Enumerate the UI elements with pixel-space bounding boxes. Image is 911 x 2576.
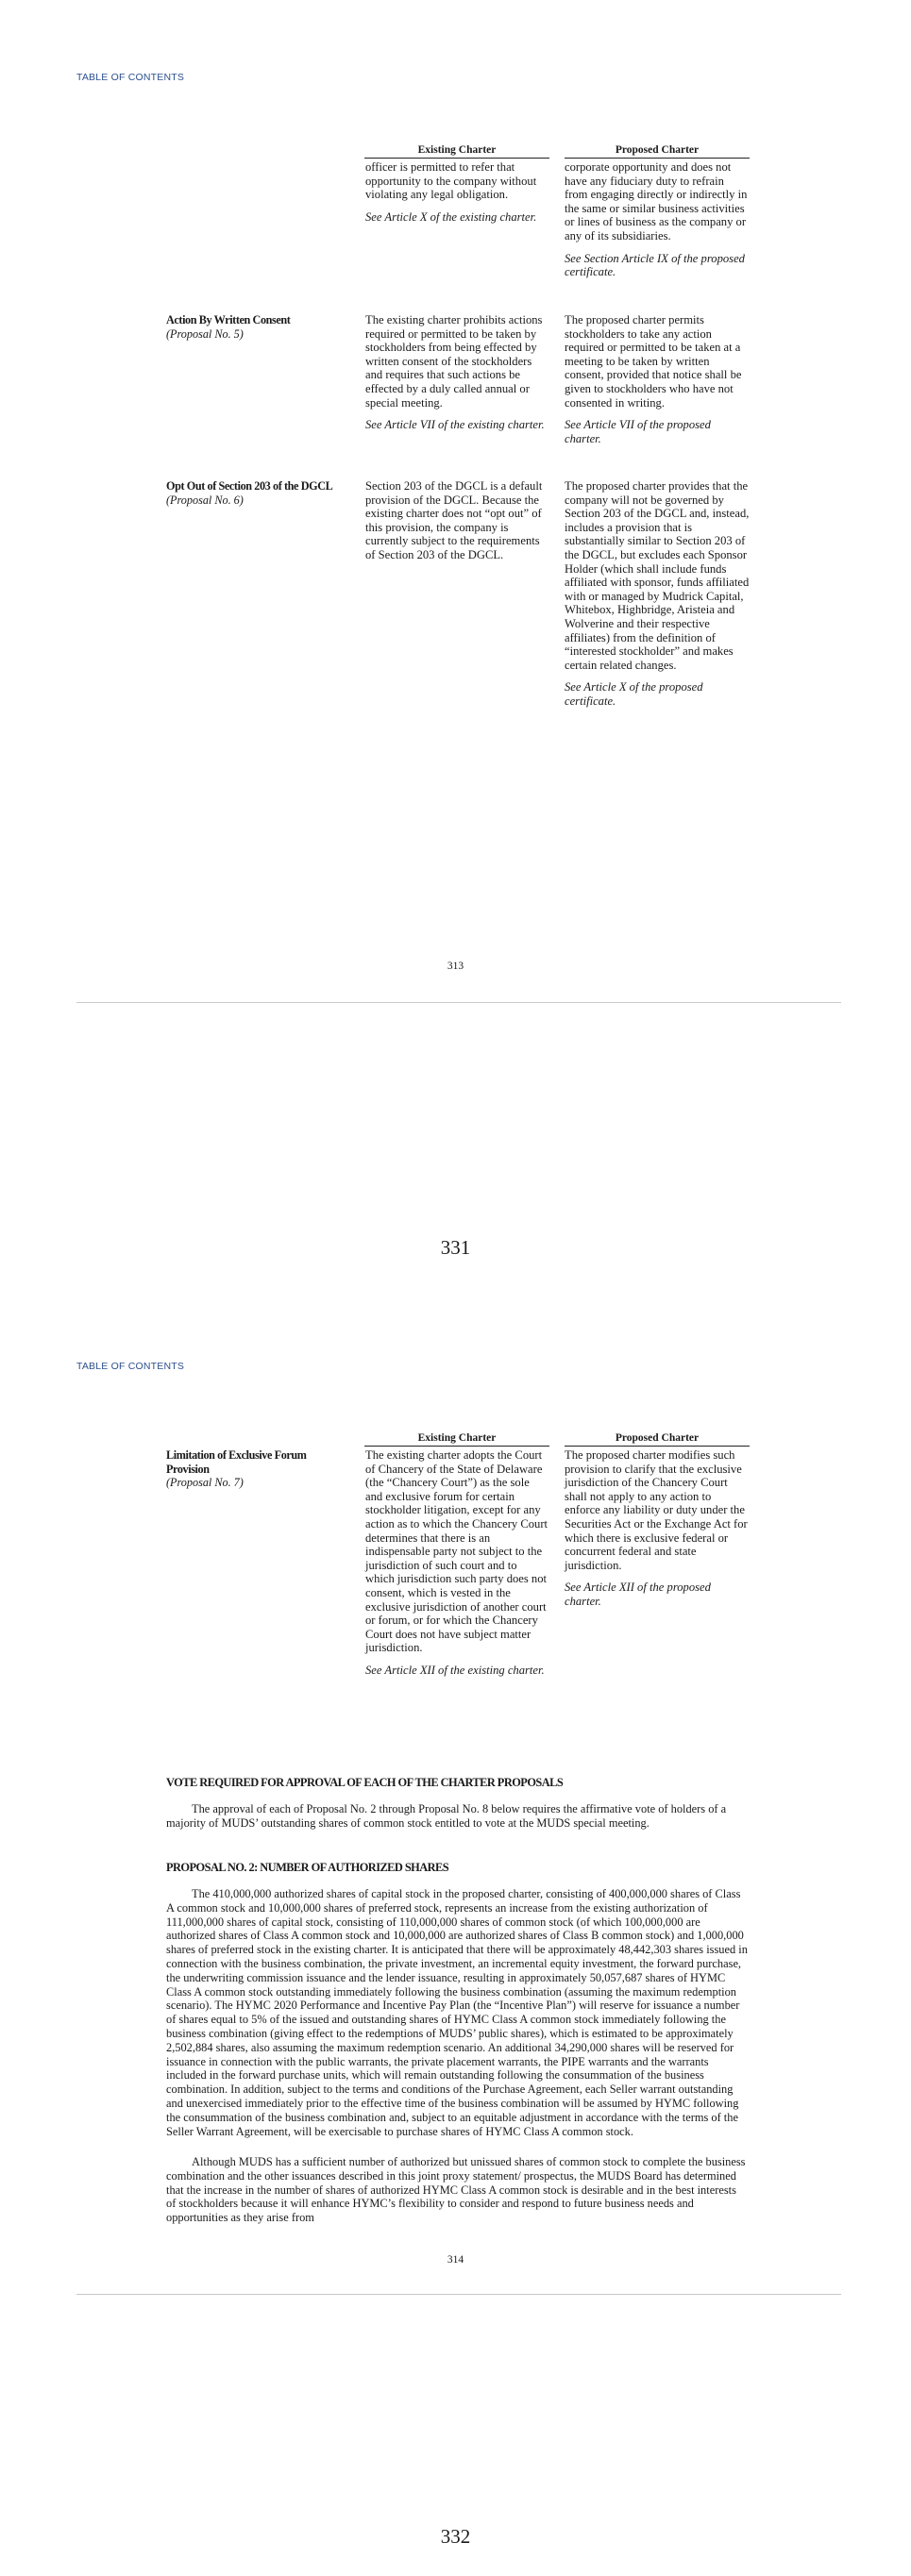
paragraph-text: The 410,000,000 authorized shares of capital stock in the proposed charter, consisting of 400,000,000 shares of Class A common stock and 10,000,000 shares of preferred stock, represents an increase from the existing authorization of 111,000,000 shares of capital stock, consisting of 110,000,000 shares of common stock (of which 100,000,000 are authorized shares of Class A common stock and 10,000,000 are authorized shares of Class B common stock) and 1,000,000 shares of preferred stock in the existing charter. It is anticipated that there will be approximately 48,442,303 shares issued in connection with the business combination, the private investment, an incremental equity investment, the forward purchase, the underwriting commission issuance and the lender issuance, resulting in approximately 50,057,687 shares of HYMC Class A common stock outstanding immediately following the business combination (assuming the maximum redemption scenario). The HYMC 2020 Performance and Incentive Pay Plan (the “Incentive Plan”) will reserve for issuance a number of shares equal to 5% of the issued and outstanding shares of HYMC Class A common stock immediately following the business combination (giving effect to the redemptions of MUDS’ public shares), which is estimated to be approximately 2,502,884 shares, also assuming the maximum redemption scenario. An additional 34,290,000 shares will be reserved for issuance in connection with the public warrants, the private placement warrants, the PIPE warrants and the warrants included in the forward purchase units, which will remain outstanding following the consummation of the business combination. In addition, subject to the terms and conditions of the Purchase Agreement, each Seller warrant outstanding and unexercised immediately prior to the effective time of the business combination will be assumed by HYMC following the consummation of the business combination and, subject to an equitable adjustment in accordance with the terms of the Seller Warrant Agreement, will be exercisable to purchase shares of HYMC Class A common stock. (166, 1887, 748, 2138)
existing-cell-written-consent (365, 313, 548, 441)
paragraph-text: The approval of each of Proposal No. 2 through Proposal No. 8 below requires the affirmative vote of holders of a majority of MUDS’ outstanding shares of common stock entitled to vote at the MUDS special meeting. (166, 1802, 727, 1830)
row-label-title: Opt Out of Section 203 of the DGCL (166, 479, 333, 493)
cell-text: The proposed charter provides that the company will not be governed by Section 203 of the DGCL and, instead, includes a provision that is substantially similar to Section 203 of the DGCL, but excludes each Sponsor Holder (which shall include funds affiliated with sponsor, funds affiliated with or managed by Mudrick Capital, Whitebox, Highbridge, Aristeia and Wolverine and their respective affiliates) from the definition of “interested stockholder” and makes certain related changes. (565, 479, 750, 672)
proposed-cell-exclusive-forum (565, 1448, 750, 1617)
existing-cell-section-203 (365, 479, 548, 571)
row-label-proposal: (Proposal No. 6) (166, 493, 244, 507)
row-label-opt-out-section-203 (166, 479, 364, 507)
cell-reference: See Article XII of the proposed charter. (565, 1581, 711, 1608)
proposal-2-heading: PROPOSAL NO. 2: NUMBER OF AUTHORIZED SHARES (166, 1861, 449, 1874)
cell-reference: See Article VII of the proposed charter. (565, 418, 711, 445)
cell-text: The proposed charter permits stockholders to take any action required or permitted to be taken at a meeting to be taken by written consent, provided that notice shall be given to stockholders who have not consented in writing. (565, 313, 742, 410)
proposal-2-paragraph-2 (166, 2155, 748, 2225)
cell-reference: See Article X of the existing charter. (365, 209, 537, 224)
existing-charter-column-header: Existing Charter (364, 143, 549, 159)
proposal-2-paragraph-1 (166, 1887, 748, 2138)
cell-reference: See Article XII of the existing charter. (365, 1663, 545, 1677)
existing-cell-exclusive-forum (365, 1448, 548, 1686)
proposed-cell-corporate-opportunity (565, 160, 750, 288)
existing-cell-corporate-opportunity (365, 160, 545, 232)
cell-reference: See Article X of the proposed certificate. (565, 680, 703, 708)
page-sequence-number: 331 (440, 1236, 471, 1259)
page-number: 313 (447, 961, 464, 972)
proposed-cell-written-consent (565, 313, 750, 454)
vote-required-heading: VOTE REQUIRED FOR APPROVAL OF EACH OF THE CHARTER PROPOSALS (166, 1776, 564, 1789)
cell-text: Section 203 of the DGCL is a default provision of the DGCL. Because the existing charter does not “opt out” of this provision, the company is currently subject to the requirements of Section 203 of the DGCL. (365, 479, 543, 561)
proposed-charter-column-header: Proposed Charter (565, 143, 750, 159)
paragraph-text: Although MUDS has a sufficient number of authorized but unissued shares of common stock to complete the business combination and the other issuances described in this joint proxy statement/ prospectus, the MUDS Board has determined that the increase in the number of shares of authorized HYMC Class A common stock is desirable and in the best interests of stockholders because it will enhance HYMC’s flexibility to consider and respond to future business needs and opportunities as they arise from (166, 2155, 746, 2225)
row-label-action-by-written-consent (166, 313, 355, 341)
cell-reference: See Article VII of the existing charter. (365, 418, 545, 432)
existing-charter-column-header: Existing Charter (364, 1431, 549, 1447)
row-label-proposal: (Proposal No. 5) (166, 326, 244, 341)
page-number: 314 (447, 2254, 464, 2266)
cell-text: corporate opportunity and does not have any fiduciary duty to refrain from engaging directly or indirectly in the same or similar business activities or lines of business as the company or any of its subsidiaries. (565, 160, 748, 243)
page-divider (76, 1002, 841, 1003)
cell-text: The existing charter adopts the Court of Chancery of the State of Delaware (the “Chancery Court”) as the sole and exclusive forum for certain stockholder litigation, except for any action as to which the Chancery Court determines that there is an indispensable party not subject to the jurisdiction of such court and to which jurisdiction such party does not consent, which is vested in the exclusive jurisdiction of another court or forum, or for which the Chancery Court does not have subject matter jurisdiction. (365, 1448, 548, 1655)
table-of-contents-link[interactable]: TABLE OF CONTENTS (76, 72, 185, 83)
page-sequence-number: 332 (440, 2525, 471, 2548)
row-label-title: Action By Written Consent (166, 313, 291, 326)
proposed-charter-column-header: Proposed Charter (565, 1431, 750, 1447)
table-of-contents-link[interactable]: TABLE OF CONTENTS (76, 1361, 185, 1372)
cell-reference: See Section Article IX of the proposed certificate. (565, 251, 745, 279)
cell-text: The proposed charter modifies such provision to clarify that the exclusive jurisdiction of the Chancery Court shall not apply to any action to enforce any liability or duty under the Securities Act or the Exchange Act for which there is exclusive federal or concurrent federal and state jurisdiction. (565, 1448, 748, 1572)
cell-text: officer is permitted to refer that opportunity to the company without violating any legal obligation. (365, 160, 537, 202)
row-label-exclusive-forum (166, 1448, 346, 1490)
row-label-title: Limitation of Exclusive Forum Provision (166, 1448, 307, 1476)
proposed-cell-section-203 (565, 479, 750, 717)
row-label-proposal: (Proposal No. 7) (166, 1476, 244, 1489)
cell-text: The existing charter prohibits actions required or permitted to be taken by stockholders from being effected by written consent of the stockholders and requires that such actions be effected by a duly called annual or special meeting. (365, 313, 543, 410)
vote-required-paragraph (166, 1802, 748, 1831)
page-divider (76, 2294, 841, 2295)
